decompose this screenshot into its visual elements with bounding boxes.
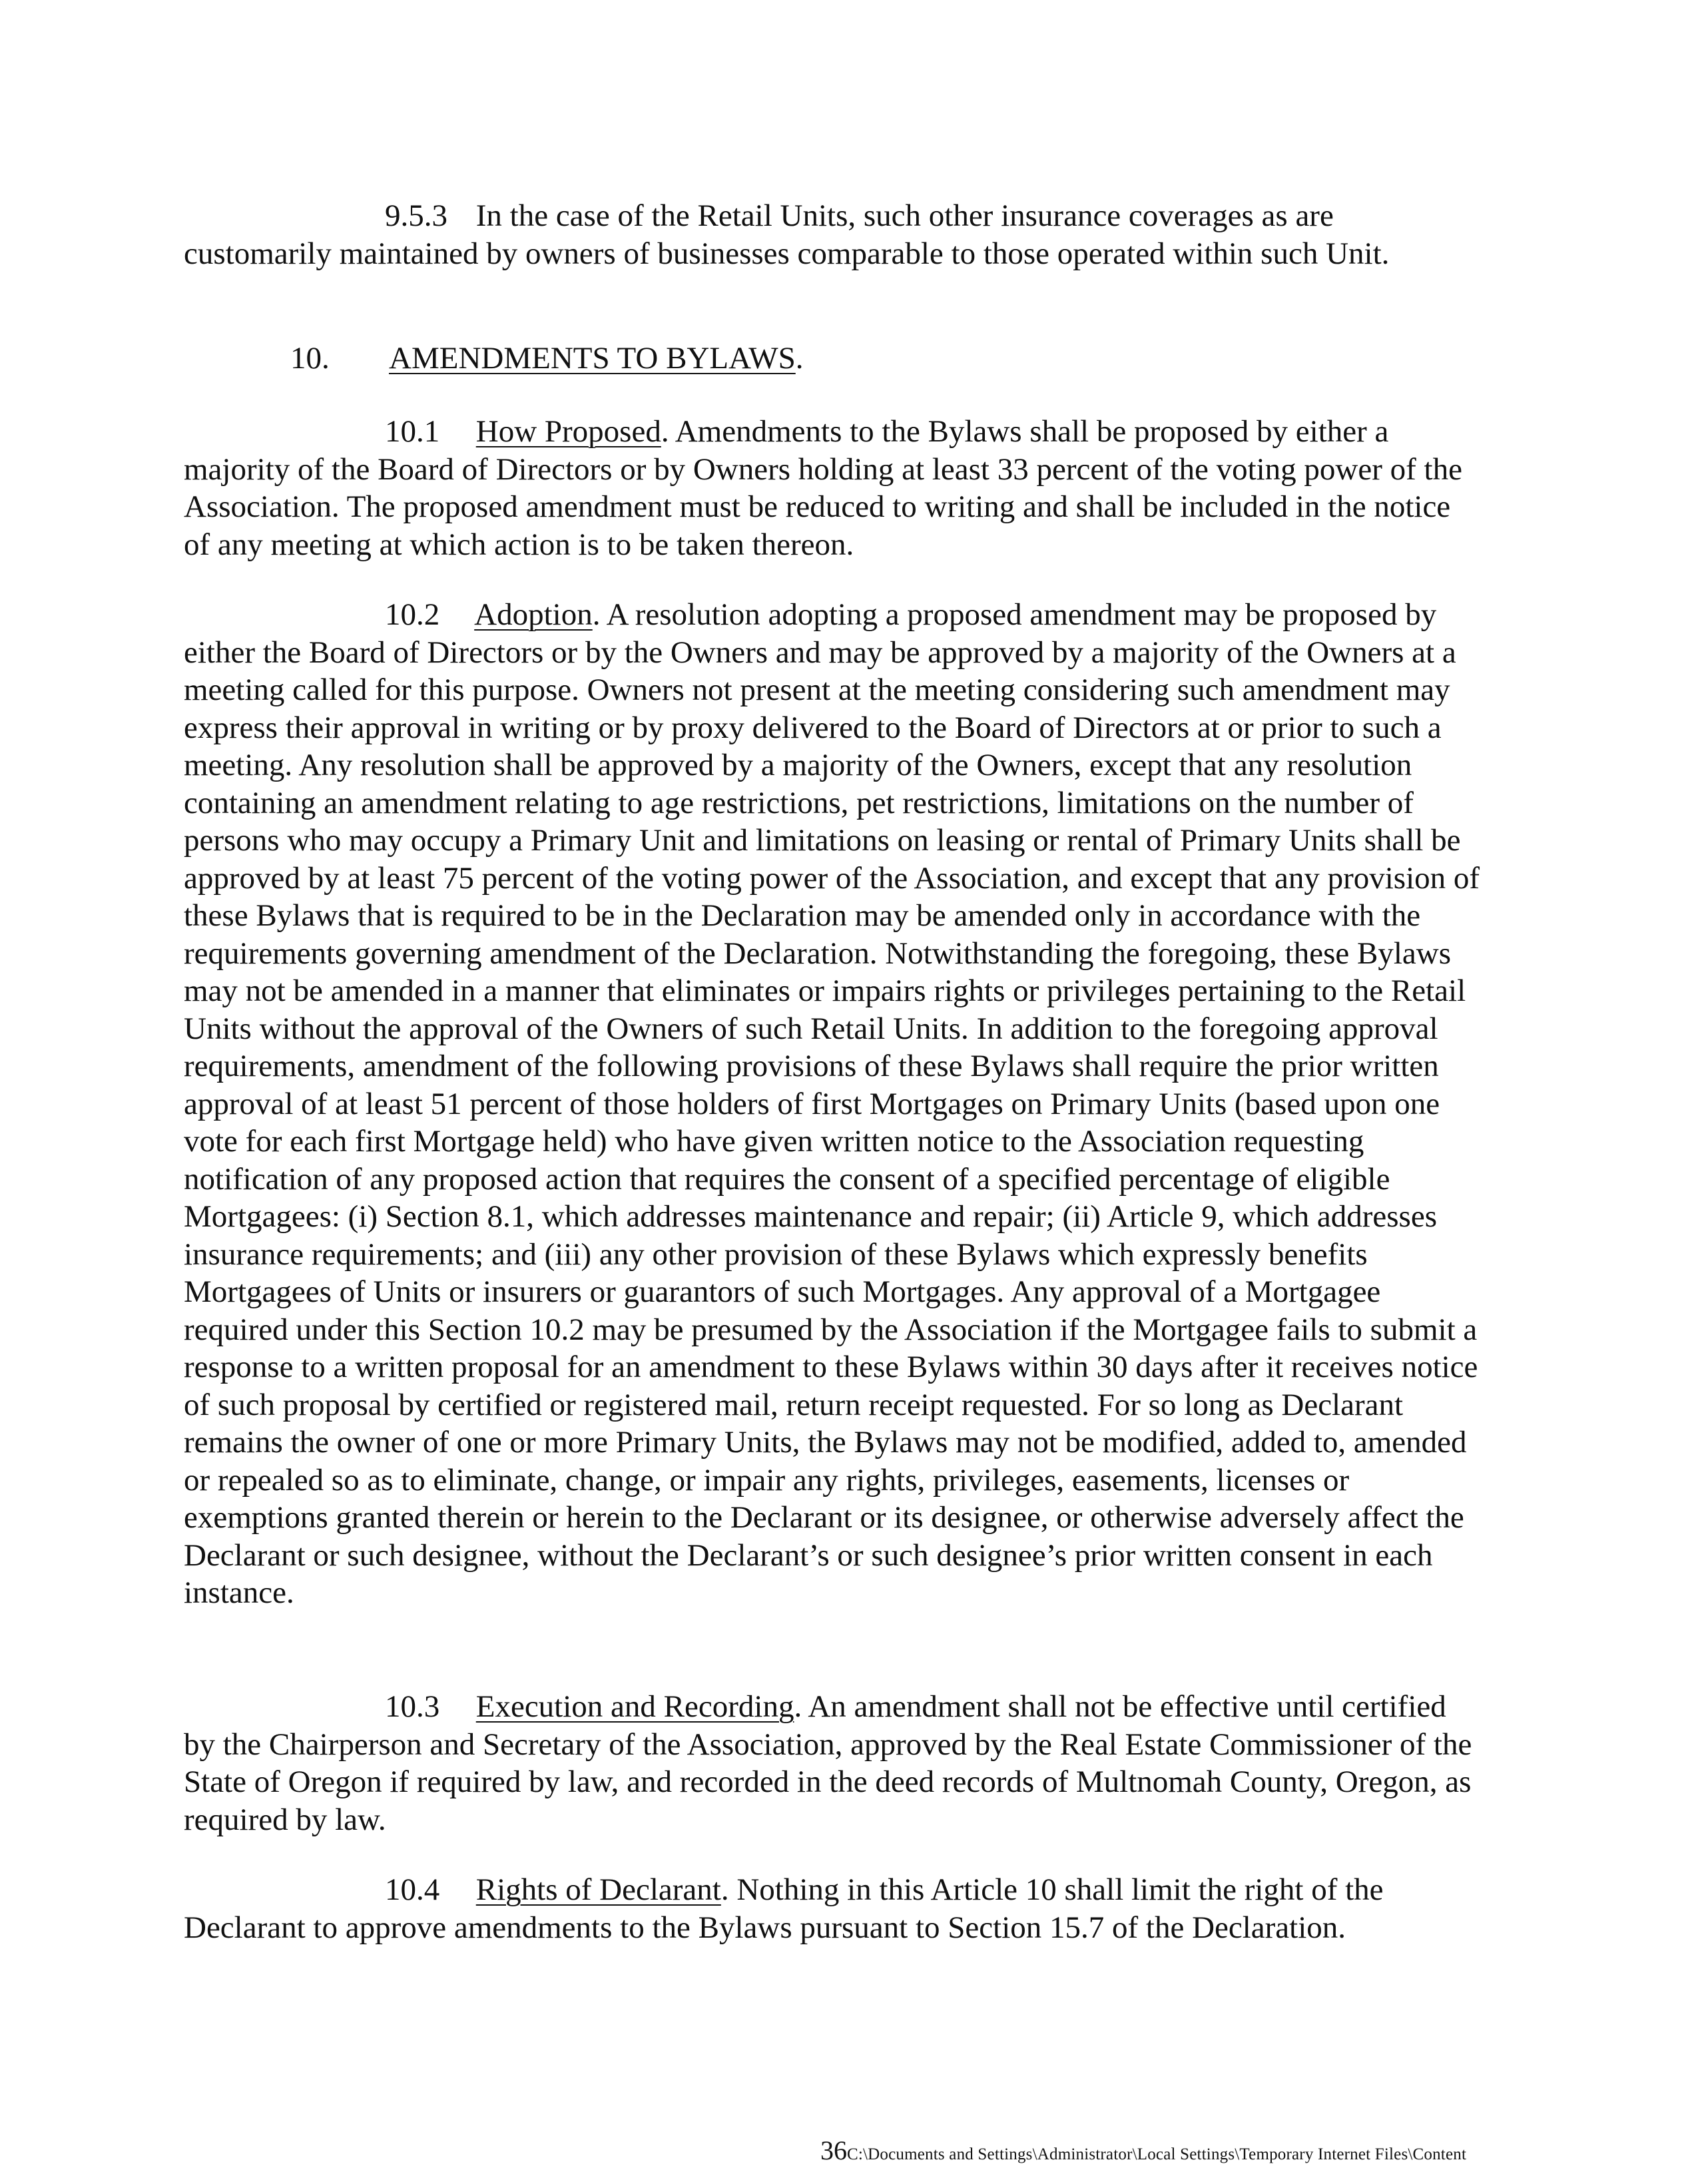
paragraph-10-1 <box>184 413 1482 563</box>
section-title: Adoption <box>474 597 593 632</box>
paragraph-text: In the case of the Retail Units, such other insurance coverages as are customarily maintained by owners of businesses comparable to those operated within such Unit. <box>184 198 1390 271</box>
paragraph-text: . A resolution adopting a proposed amendment may be proposed by either the Board of Directors or by the Owners and may be approved by a majority of the Owners at a meeting called for this purpose. Owners not present at the meeting considering such amendment may express their approval in writing or by proxy delivered to the Board of Directors at or prior to such a meeting. Any resolution shall be approved by a majority of the Owners, except that any resolution containing an amendment relating to age restrictions, pet restrictions, limitations on the number of persons who may occupy a Primary Unit and limitations on leasing or rental of Primary Units shall be approved by at least 75 percent of the voting power of the Association, and except that any provision of these Bylaws that is required to be in the Declaration may be amended only in accordance with the requirements governing amendment of the Declaration. Notwithstanding the foregoing, these Bylaws may not be amended in a manner that eliminates or impairs rights or privileges pertaining to the Retail Units without the approval of the Owners of such Retail Units. In addition to the foregoing approval requirements, amendment of the following provisions of these Bylaws shall require the prior written approval of at least 51 percent of those holders of first Mortgages on Primary Units (based upon one vote for each first Mortgage held) who have given written notice to the Association requesting notification of any proposed action that requires the consent of a specified percentage of eligible Mortgagees: (i) Section 8.1, which addresses maintenance and repair; (ii) Article 9, which addresses insurance requirements; and (iii) any other provision of these Bylaws which expressly benefits Mortgagees of Units or insurers or guarantors of such Mortgages. Any approval of a Mortgagee required under this Section 10.2 may be presumed by the Association if the Mortgagee fails to submit a response to a written proposal for an amendment to these Bylaws within 30 days after it receives notice of such proposal by certified or registered mail, return receipt requested. For so long as Declarant remains the owner of one or more Primary Units, the Bylaws may not be modified, added to, amended or repealed so as to eliminate, change, or impair any rights, privileges, easements, licenses or exemptions granted therein or herein to the Declarant or its designee, or otherwise adversely affect the Declarant or such designee, without the Declarant’s or such designee’s prior written consent in each instance. <box>184 597 1480 1610</box>
article-title: AMENDMENTS TO BYLAWS <box>389 341 796 376</box>
paragraph-10-3 <box>184 1688 1482 1838</box>
paragraph-10-4 <box>184 1871 1482 1946</box>
section-title: Rights of Declarant <box>475 1872 721 1907</box>
section-number: 10.1 <box>385 414 440 449</box>
file-path: C:\Documents and Settings\Administrator\Local Settings\Temporary Internet Files\Content <box>847 2145 1467 2163</box>
page-number: 36 <box>820 2135 847 2165</box>
article-heading-10 <box>290 340 804 377</box>
paragraph-text: . Amendments to the Bylaws shall be proposed by either a majority of the Board of Directors or by Owners holding at least 33 percent of the voting power of the Association. The proposed amendment must be reduced to writing and shall be included in the notice of any meeting at which action is to be taken thereon. <box>184 414 1462 562</box>
section-number: 10.4 <box>385 1872 440 1907</box>
section-number: 9.5.3 <box>385 198 447 233</box>
section-title: Execution and Recording <box>475 1689 794 1724</box>
paragraph-text: . Nothing in this Article 10 shall limit the right of the Declarant to approve amendments to the Bylaws pursuant to Section 15.7 of the Declaration. <box>184 1872 1384 1945</box>
section-number: 10.2 <box>385 597 440 632</box>
section-number: 10.3 <box>385 1689 440 1724</box>
section-title: How Proposed <box>475 414 661 449</box>
paragraph-9-5-3 <box>184 197 1482 272</box>
article-number: 10. <box>290 341 330 376</box>
paragraph-10-2 <box>184 596 1482 1612</box>
page-footer <box>820 2135 1466 2166</box>
article-title-period: . <box>795 341 804 376</box>
paragraph-text: . An amendment shall not be effective until certified by the Chairperson and Secretary of the Association, approved by the Real Estate Commissioner of the State of Oregon if required by law, and recorded in the deed records of Multnomah County, Oregon, as required by law. <box>184 1689 1472 1837</box>
